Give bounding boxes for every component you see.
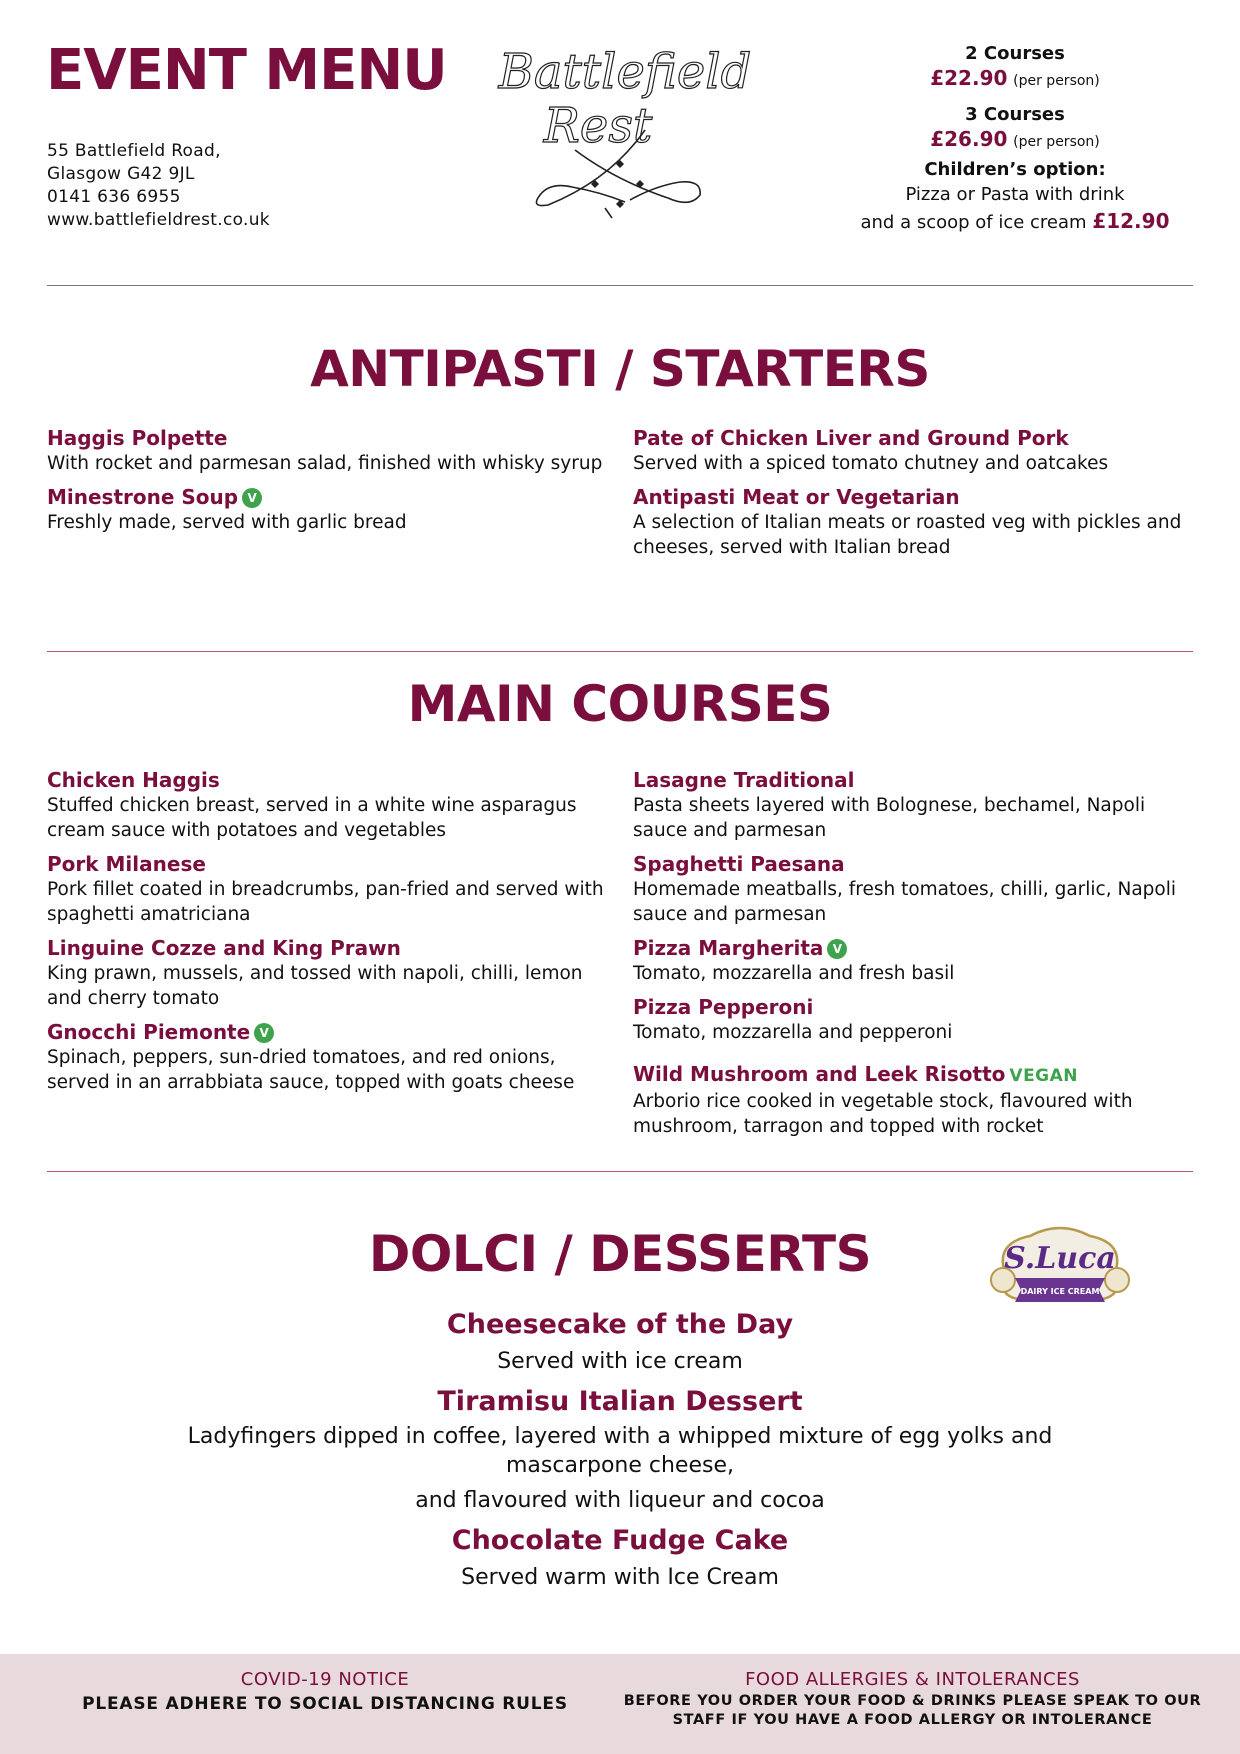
menu-item-name: [47, 484, 607, 510]
dessert-desc: Served with ice cream: [497, 1349, 743, 1374]
vegetarian-icon: V: [827, 939, 847, 959]
menu-item-name: [47, 425, 607, 451]
menu-item-description: Tomato, mozzarella and fresh basil: [633, 963, 955, 984]
three-courses-price: £26.90: [930, 127, 1008, 151]
logo-line-1: Battlefield: [498, 44, 752, 100]
menu-item-description: King prawn, mussels, and tossed with napoli, chilli, lemon and cherry tomato: [47, 963, 583, 1009]
starters-right-column: [633, 425, 1193, 568]
menu-item-description: Homemade meatballs, fresh tomatoes, chilli, garlic, Napoli sauce and parmesan: [633, 879, 1177, 925]
menu-item-title: Pork Milanese: [47, 852, 206, 876]
menu-item: [47, 935, 607, 1011]
menu-item-title: Chicken Haggis: [47, 768, 220, 792]
starters-divider: [47, 651, 1193, 652]
children-option-line-2: [830, 208, 1200, 236]
menu-item: [633, 1061, 1193, 1139]
website-link[interactable]: www.battlefieldrest.co.uk: [47, 210, 270, 230]
menu-item-title: Wild Mushroom and Leek Risotto: [633, 1062, 1006, 1086]
children-option-label: Children’s option:: [924, 159, 1106, 180]
menu-item-name: [47, 851, 607, 877]
menu-item: [47, 425, 607, 476]
menu-item: [633, 851, 1193, 927]
mains-divider: [47, 1171, 1193, 1172]
phone-number: 0141 636 6955: [47, 187, 181, 207]
menu-item: [633, 484, 1193, 560]
menu-item-title: Pizza Margherita: [633, 936, 824, 960]
covid-notice: [60, 1668, 590, 1716]
vegan-tag: VEGAN: [1009, 1066, 1079, 1086]
address-street: 55 Battlefield Road,: [47, 141, 221, 161]
menu-item-name: [633, 994, 1193, 1020]
sluca-logo-name: S.Luca: [1004, 1241, 1116, 1276]
dessert-desc-line: and flavoured with liqueur and cocoa: [415, 1488, 825, 1513]
menu-item-description: A selection of Italian meats or roasted veg with pickles and cheeses, served with Italian bread: [633, 512, 1182, 558]
three-courses-label: 3 Courses: [965, 104, 1065, 125]
children-option-text: and a scoop of ice cream: [860, 212, 1087, 233]
menu-item-description: Freshly made, served with garlic bread: [47, 512, 407, 533]
menu-item: [47, 767, 607, 843]
menu-item-title: Pate of Chicken Liver and Ground Pork: [633, 426, 1069, 450]
dessert-name: Tiramisu Italian Dessert: [437, 1386, 803, 1417]
children-option-price: £12.90: [1092, 209, 1170, 233]
dessert-desc-line: mascarpone cheese,: [506, 1453, 734, 1478]
menu-item: [633, 767, 1193, 843]
logo-line-2: Rest: [543, 98, 653, 154]
menu-item-name: [47, 767, 607, 793]
menu-item-description: Stuffed chicken breast, served in a white wine asparagus cream sauce with potatoes and vegetables: [47, 795, 577, 841]
sluca-ice-cream-logo: [975, 1218, 1145, 1318]
menu-item-name: [633, 1061, 1193, 1089]
per-person-note: (per person): [1013, 134, 1100, 150]
menu-item-title: Antipasti Meat or Vegetarian: [633, 485, 960, 509]
menu-item-description: Arborio rice cooked in vegetable stock, flavoured with mushroom, tarragon and topped with rocket: [633, 1091, 1133, 1137]
allergy-notice: [620, 1668, 1205, 1730]
starters-left-column: [47, 425, 607, 543]
footer-bar: [0, 1654, 1240, 1754]
menu-item-name: [633, 484, 1193, 510]
dessert-item: [0, 1305, 1240, 1378]
allergy-notice-line-2: STAFF IF YOU HAVE A FOOD ALLERGY OR INTOLERANCE: [672, 1712, 1153, 1728]
mains-left-column: [47, 767, 607, 1103]
dessert-desc: Served warm with Ice Cream: [461, 1565, 779, 1590]
menu-item-description: With rocket and parmesan salad, finished with whisky syrup: [47, 453, 603, 474]
covid-notice-text: PLEASE ADHERE TO SOCIAL DISTANCING RULES: [82, 1694, 568, 1714]
children-option-line-1: Pizza or Pasta with drink: [905, 184, 1125, 205]
menu-item-description: Tomato, mozzarella and pepperoni: [633, 1022, 953, 1043]
dessert-name: Cheesecake of the Day: [446, 1309, 794, 1340]
two-courses-label: 2 Courses: [965, 43, 1065, 64]
menu-item-title: Spaghetti Paesana: [633, 852, 845, 876]
menu-item-name: [633, 425, 1193, 451]
menu-item-name: [47, 935, 607, 961]
menu-item-title: Lasagne Traditional: [633, 768, 855, 792]
allergy-notice-line-1: BEFORE YOU ORDER YOUR FOOD & DRINKS PLEASE SPEAK TO OUR: [623, 1693, 1202, 1709]
vegetarian-icon: V: [254, 1023, 274, 1043]
dessert-desc-line: Ladyfingers dipped in coffee, layered with a whipped mixture of egg yolks and: [187, 1424, 1053, 1449]
starters-heading: ANTIPASTI / STARTERS: [310, 340, 930, 398]
menu-item: [47, 484, 607, 535]
mains-heading: MAIN COURSES: [407, 675, 833, 733]
menu-item-name: [47, 1019, 607, 1045]
menu-item-title: Haggis Polpette: [47, 426, 228, 450]
dessert-item: [0, 1382, 1240, 1517]
menu-item-name: [633, 851, 1193, 877]
menu-item-description: Pasta sheets layered with Bolognese, bechamel, Napoli sauce and parmesan: [633, 795, 1146, 841]
per-person-note: (per person): [1013, 73, 1100, 89]
menu-item: [633, 935, 1193, 986]
desserts-heading: DOLCI / DESSERTS: [368, 1225, 872, 1283]
menu-item-description: Served with a spiced tomato chutney and oatcakes: [633, 453, 1109, 474]
two-courses-price-row: [830, 66, 1200, 93]
price-panel: [830, 42, 1200, 236]
menu-item: [633, 994, 1193, 1045]
menu-item: [633, 425, 1193, 476]
dessert-list: [0, 1305, 1240, 1594]
menu-item-name: [633, 935, 1193, 961]
battlefield-rest-logo: [480, 30, 770, 230]
three-courses-price-row: [830, 127, 1200, 154]
page-title: EVENT MENU: [46, 38, 447, 103]
header-divider: [47, 285, 1193, 286]
vegetarian-icon: V: [242, 488, 262, 508]
menu-item-name: [633, 767, 1193, 793]
menu-item-title: Pizza Pepperoni: [633, 995, 814, 1019]
menu-item: [47, 1019, 607, 1095]
sluca-logo-banner: DAIRY ICE CREAM: [1020, 1287, 1100, 1296]
menu-item-description: Spinach, peppers, sun-dried tomatoes, and red onions, served in an arrabbiata sauce, topped with goats cheese: [47, 1047, 575, 1093]
menu-item-title: Linguine Cozze and King Prawn: [47, 936, 401, 960]
menu-item: [47, 851, 607, 927]
menu-item-description: Pork fillet coated in breadcrumbs, pan-fried and served with spaghetti amatriciana: [47, 879, 604, 925]
restaurant-address: [47, 140, 270, 232]
mains-right-column: [633, 767, 1193, 1147]
allergy-notice-title: FOOD ALLERGIES & INTOLERANCES: [745, 1669, 1080, 1690]
covid-notice-title: COVID-19 NOTICE: [240, 1669, 410, 1690]
menu-item-title: Gnocchi Piemonte: [47, 1020, 251, 1044]
dessert-item: [0, 1521, 1240, 1594]
diamond-ornaments-icon: [591, 160, 644, 208]
two-courses-price: £22.90: [930, 66, 1008, 90]
menu-item-title: Minestrone Soup: [47, 485, 239, 509]
dessert-name: Chocolate Fudge Cake: [451, 1525, 789, 1556]
address-city: Glasgow G42 9JL: [47, 164, 195, 184]
